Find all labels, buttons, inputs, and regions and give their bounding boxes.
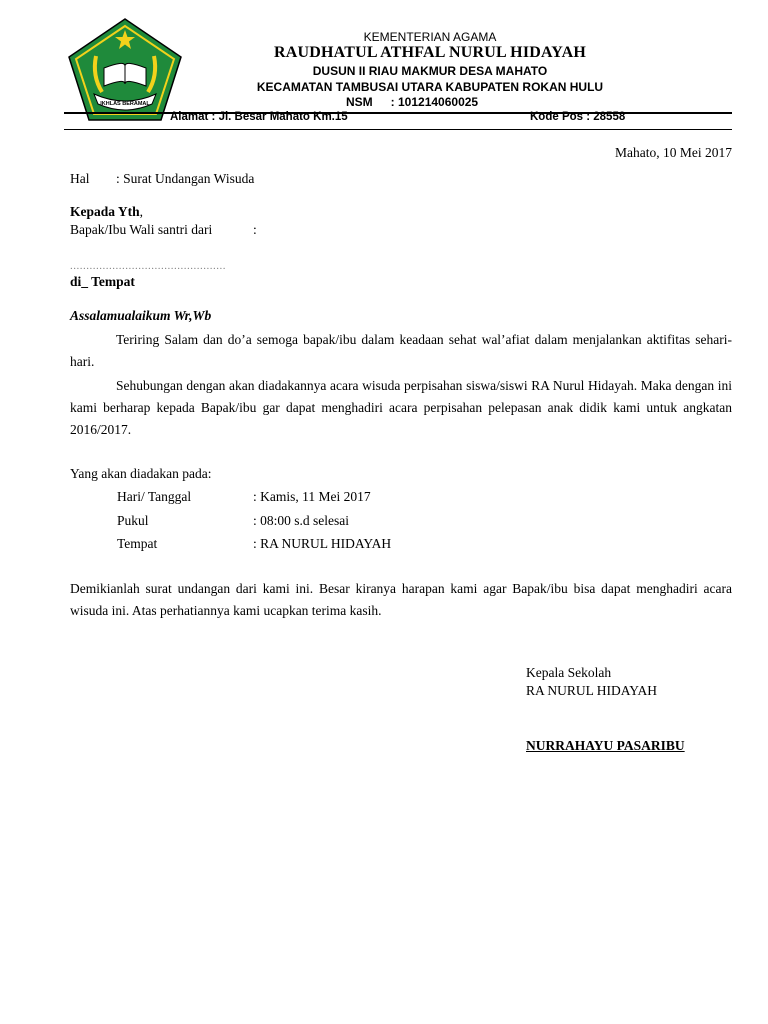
address-line-1: DUSUN II RIAU MAKMUR DESA MAHATO [312,64,548,78]
header-divider [64,112,732,114]
event-label-date: Hari/ Tanggal [117,489,192,504]
event-intro: Yang akan diadakan pada: [70,466,212,481]
signature-position: Kepala Sekolah [526,665,612,680]
address-line-2: KECAMATAN TAMBUSAI UTARA KABUPATEN ROKAN HULU [256,80,604,94]
greeting: Assalamualaikum Wr,Wb [70,308,212,323]
event-value-date: : Kamis, 11 Mei 2017 [253,489,371,504]
street-address: Alamat : Jl. Besar Mahato Km.15 [170,111,348,123]
recipient-line: Bapak/Ibu Wali santri dari [70,222,213,237]
nsm-label: NSM [346,95,373,109]
closing-paragraph: Demikianlah surat undangan dari kami ini. Besar kiranya harapan kami agar Bapak/ibu bisa dapat menghadiri acara wisuda ini. Atas perhatiannya kami ucapkan terima kasih. [70,581,732,618]
place-date: Mahato, 10 Mei 2017 [615,145,732,160]
paragraph-2: Sehubungan dengan akan diadakannya acara wisuda perpisahan siswa/siswi RA Nurul Hidayah. Maka dengan ini kami berharap kepada Bapak/ibu gar dapat menghadiri acara perpisahan pelepasan anak didik kami untuk angkatan 2016/2017. [70,378,732,437]
ministry-logo-icon [66,16,184,124]
recipient-colon: : [253,222,257,237]
recipient-heading [70,203,143,221]
school-name: RAUDHATUL ATHFAL NURUL HIDAYAH [274,44,586,61]
subject-value: : Surat Undangan Wisuda [116,171,255,186]
nsm-value: : 101214060025 [390,95,479,109]
signature-institution: RA NURUL HIDAYAH [526,683,658,698]
event-value-time: : 08:00 s.d selesai [253,513,349,528]
recipient-title: Kepada Yth [70,204,140,219]
logo-motto: IKHLAS BERAMAL [100,101,150,107]
event-label-time: Pukul [117,513,149,528]
signature-name: NURRAHAYU PASARIBU [526,738,685,753]
destination: di_ Tempat [70,274,135,289]
postal-code: Kode Pos : 28558 [530,111,626,123]
ministry-name: KEMENTERIAN AGAMA [363,30,497,44]
nsm-line [346,95,478,109]
event-label-place: Tempat [117,536,158,551]
paragraph-1: Teriring Salam dan do’a semoga bapak/ibu dalam keadaan sehat wal’afiat dalam menjalankan aktifitas sehari-hari. [70,332,732,369]
event-value-place: : RA NURUL HIDAYAH [253,536,392,551]
recipient-comma: , [139,204,144,219]
subject-label: Hal [70,171,90,186]
header-divider-thin [64,129,732,130]
recipient-blank: ................................................ [70,260,226,272]
